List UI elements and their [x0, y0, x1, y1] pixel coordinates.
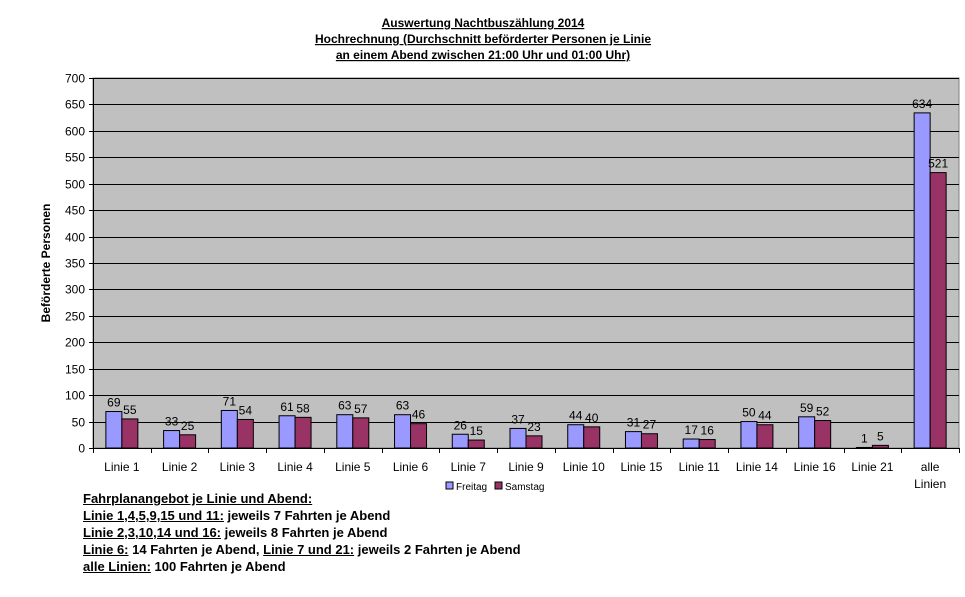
data-label: 59	[799, 400, 814, 415]
data-label: 27	[642, 417, 657, 432]
data-label: 58	[296, 401, 310, 416]
bar-freitag	[221, 410, 237, 448]
data-label: 5	[877, 429, 884, 444]
data-label: 46	[411, 407, 426, 422]
data-label: 23	[527, 419, 541, 434]
chart-title	[315, 16, 651, 62]
data-label: 63	[338, 398, 352, 413]
bar-freitag	[741, 422, 757, 448]
notes-line-5-text: 100 Fahrten je Abend	[150, 559, 286, 574]
bar-freitag	[106, 412, 122, 448]
x-tick-label: Linie 1	[104, 460, 140, 474]
bar-freitag	[856, 447, 872, 448]
data-label: 40	[585, 410, 599, 425]
data-label: 63	[395, 398, 410, 413]
x-tick-label: Linie 7	[450, 460, 486, 474]
y-tick-label: 700	[64, 71, 85, 86]
notes-line-4-heading-2: Linie 7 und 21:	[263, 542, 355, 557]
x-tick-label: Linie 4	[277, 460, 313, 474]
data-label: 57	[354, 401, 368, 416]
bar-freitag	[683, 439, 699, 448]
data-label: 50	[742, 405, 756, 420]
notes-line-1-heading: Fahrplanangebot je Linie und Abend:	[83, 491, 313, 506]
bar-samstag	[526, 436, 542, 448]
bar-samstag	[295, 417, 311, 448]
notes-line-3-heading: Linie 2,3,10,14 und 16:	[83, 525, 221, 540]
x-tick-label: Linie 2	[161, 460, 198, 474]
data-label: 17	[684, 423, 698, 438]
data-label: 31	[626, 415, 641, 430]
y-tick-label: 550	[64, 150, 85, 165]
y-tick-label: 250	[64, 309, 85, 324]
data-label: 1	[861, 431, 868, 446]
x-tick-label: alle	[920, 460, 940, 474]
bar-samstag	[353, 418, 369, 448]
notes-line-2-text: jeweils 7 Fahrten je Abend	[223, 508, 391, 523]
data-label: 521	[928, 156, 949, 171]
data-label: 16	[700, 423, 714, 438]
x-tick-label: Linie 3	[219, 460, 256, 474]
bar-samstag	[584, 427, 600, 448]
chart-title-line: an einem Abend zwischen 21:00 Uhr und 01:00 Uhr)	[335, 48, 631, 62]
notes-line-4	[83, 541, 521, 558]
bar-freitag	[568, 425, 584, 448]
y-axis-label: Beförderte Personen	[39, 203, 53, 323]
bar-freitag	[164, 431, 180, 448]
chart-title-line: Hochrechnung (Durchschnitt beförderter Personen je Linie	[314, 32, 652, 46]
bar-samstag	[872, 445, 888, 448]
bar-freitag	[279, 416, 295, 448]
x-tick-label: Linie 9	[508, 460, 544, 474]
bar-freitag	[625, 432, 641, 448]
y-tick-label: 350	[64, 256, 85, 271]
data-label: 44	[569, 408, 583, 423]
x-tick-label: Linie 15	[620, 460, 663, 474]
legend-swatch-freitag	[446, 482, 453, 489]
notes-line-4-text-2: jeweils 2 Fahrten je Abend	[354, 542, 521, 557]
bar-samstag	[468, 440, 484, 448]
y-tick-label: 0	[78, 441, 85, 456]
data-label: 52	[815, 404, 830, 419]
bar-samstag	[757, 425, 773, 448]
data-label: 55	[123, 402, 137, 417]
bar-samstag	[122, 419, 138, 448]
bar-samstag	[180, 435, 196, 448]
y-tick-label: 200	[64, 335, 85, 350]
x-tick-label: Linie 10	[562, 460, 605, 474]
bar-samstag	[699, 440, 715, 448]
data-label: 26	[453, 418, 467, 433]
notes-line-1	[83, 490, 521, 507]
bar-samstag	[815, 421, 831, 448]
bar-freitag	[510, 428, 526, 448]
notes-line-5-heading: alle Linien:	[83, 559, 151, 574]
y-axis	[39, 72, 94, 456]
data-label: 33	[164, 414, 179, 429]
bar-freitag	[799, 417, 815, 448]
bar-freitag	[452, 434, 468, 448]
y-tick-label: 300	[64, 282, 85, 297]
legend-label-freitag: Freitag	[456, 482, 488, 493]
bar-samstag	[237, 419, 253, 448]
notes-line-3-text: jeweils 8 Fahrten je Abend	[221, 525, 388, 540]
bar-samstag	[641, 434, 657, 448]
x-tick-label: Linie 16	[793, 460, 836, 474]
bar-samstag	[411, 424, 427, 448]
x-tick-label: Linie 5	[335, 460, 371, 474]
data-label: 37	[511, 412, 525, 427]
data-label: 44	[758, 408, 772, 423]
bar-freitag	[395, 415, 411, 448]
data-label: 634	[912, 96, 933, 111]
x-tick-label: Linie 21	[851, 460, 894, 474]
legend-swatch-samstag	[495, 482, 502, 489]
data-label: 61	[280, 399, 294, 414]
x-tick-label: Linie 11	[678, 460, 720, 474]
x-tick-label: Linien	[914, 477, 947, 491]
data-label: 69	[107, 395, 121, 410]
notes-line-4-text: 14 Fahrten je Abend,	[128, 542, 264, 557]
y-tick-label: 400	[64, 230, 85, 245]
notes-line-2-heading: Linie 1,4,5,9,15 und 11:	[83, 508, 224, 523]
legend-label-samstag: Samstag	[505, 482, 545, 493]
data-label: 15	[469, 424, 483, 439]
data-label: 71	[222, 394, 237, 409]
notes-line-4-heading: Linie 6:	[83, 542, 129, 557]
y-tick-label: 650	[64, 97, 85, 112]
y-tick-label: 100	[64, 388, 85, 403]
notes-line-5	[83, 558, 521, 575]
y-tick-label: 150	[64, 362, 85, 377]
y-tick-label: 450	[64, 203, 85, 218]
data-label: 54	[238, 403, 253, 418]
y-tick-label: 600	[64, 124, 85, 139]
x-tick-label: Linie 6	[392, 460, 429, 474]
bar-freitag	[337, 415, 353, 448]
data-label: 25	[180, 418, 195, 433]
y-tick-label: 500	[64, 177, 85, 192]
notes-line-2	[83, 507, 521, 524]
schedule-notes	[83, 490, 521, 575]
x-tick-label: Linie 14	[735, 460, 778, 474]
y-tick-label: 50	[71, 415, 85, 430]
chart-title-line: Auswertung Nachtbuszählung 2014	[381, 16, 585, 30]
notes-line-3	[83, 524, 521, 541]
bar-samstag	[930, 173, 946, 448]
